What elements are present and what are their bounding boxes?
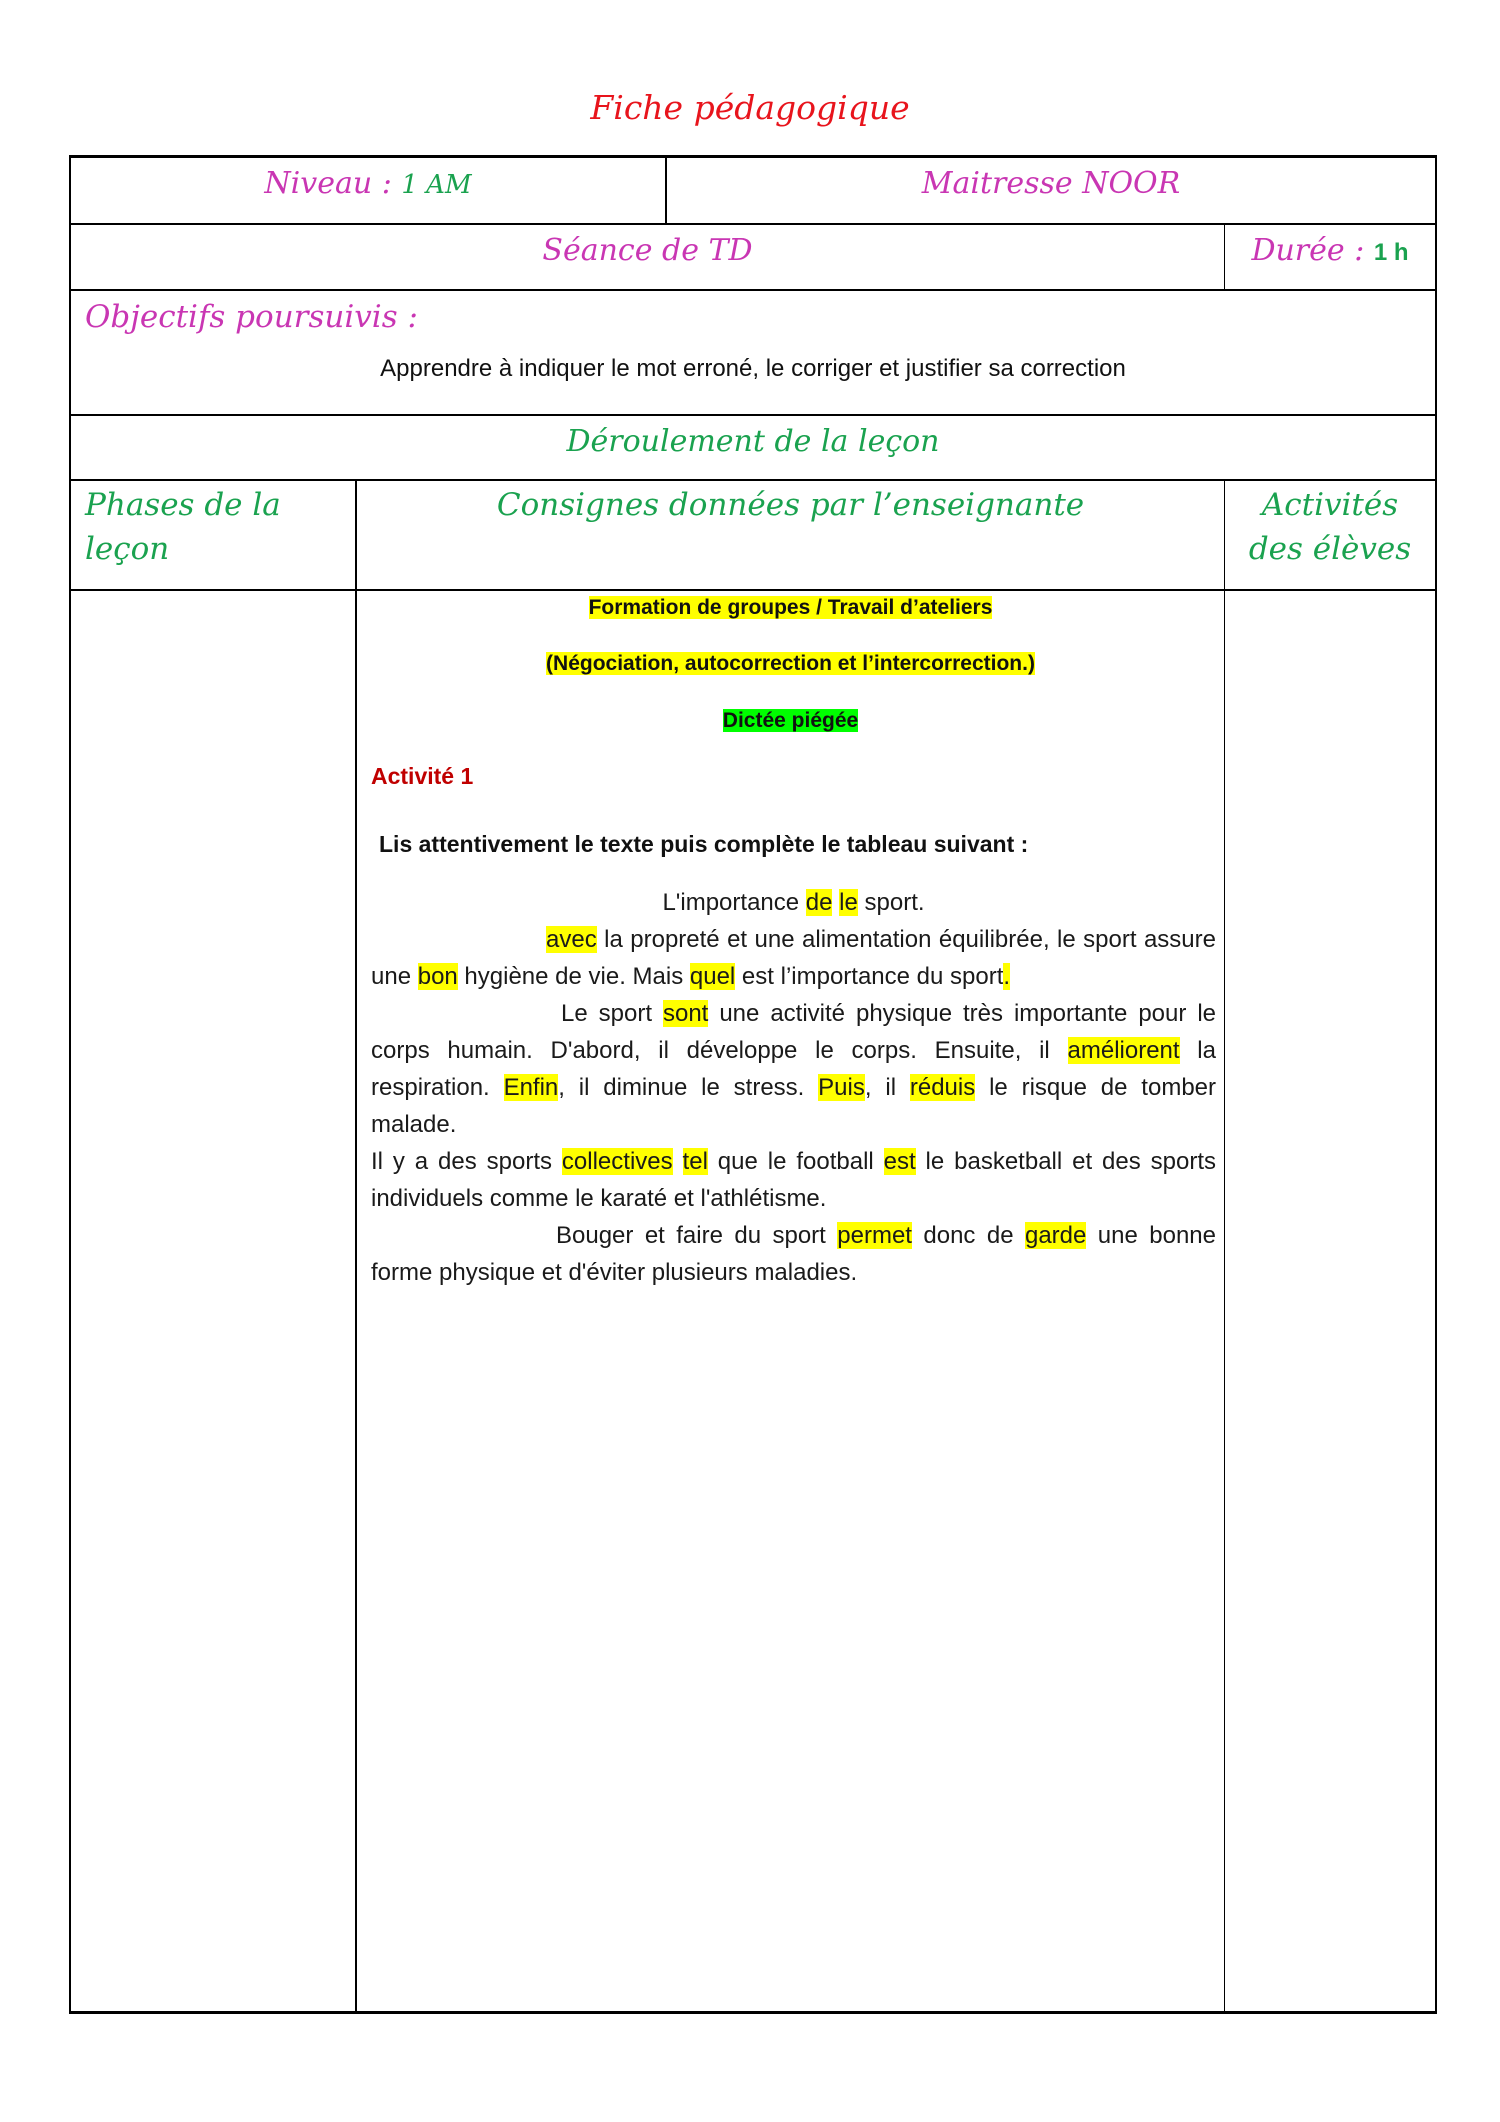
error-word: collectives	[561, 1148, 673, 1175]
error-word: améliorent	[1067, 1037, 1180, 1064]
lesson-sheet-table	[69, 155, 1437, 2014]
error-word: garde	[1024, 1222, 1087, 1249]
error-word: bon	[417, 963, 458, 990]
activity-instruction: Lis attentivement le texte puis complète le tableau suivant :	[379, 831, 1029, 857]
dictation-passage	[371, 884, 1216, 1291]
passage-paragraph-3: Il y a des sports collectives tel que le football est le basketball et des sports individuels comme le karaté et l'athlétisme.	[371, 1148, 1216, 1212]
error-word: est	[883, 1148, 916, 1175]
error-word: sont	[662, 1000, 709, 1027]
duration-field	[1225, 231, 1435, 273]
error-word: Enfin	[503, 1074, 559, 1101]
level-field	[71, 164, 665, 205]
body-instructions	[355, 591, 1224, 2011]
banner-correction-modes: (Négociation, autocorrection et l’intercorrection.)	[546, 652, 1035, 675]
session-type: Séance de TD	[542, 233, 753, 268]
duration-label: Durée :	[1251, 233, 1365, 268]
activity-title: Activité 1	[371, 763, 474, 789]
passage-title: L'importance de le sport.	[662, 889, 925, 916]
cell-session	[71, 225, 1224, 289]
body-student-activities	[1224, 591, 1435, 2011]
passage-paragraph-1: avec la propreté et une alimentation équilibrée, le sport assure une bon hygiène de vie. Mais quel est l’importance du sport.	[371, 926, 1216, 990]
error-word: permet	[837, 1222, 912, 1249]
level-label: Niveau :	[264, 166, 392, 201]
cell-duration	[1224, 225, 1435, 289]
instructions-content	[371, 591, 1217, 1291]
error-word: réduis	[909, 1074, 976, 1101]
lesson-flow-title: Déroulement de la leçon	[566, 424, 940, 459]
error-word: Puis	[818, 1074, 865, 1101]
row-lesson-flow-title	[71, 414, 1435, 479]
row-session-duration	[71, 223, 1435, 289]
error-word: quel	[689, 963, 736, 990]
row-objectives	[71, 289, 1435, 414]
header-instructions	[355, 481, 1224, 589]
banner-trap-dictation: Dictée piégée	[722, 709, 859, 732]
row-column-headers	[71, 479, 1435, 589]
header-student-activities-label: Activités des élèves	[1248, 487, 1412, 567]
error-word: tel	[682, 1148, 708, 1175]
header-phases-label: Phases de la leçon	[85, 487, 281, 567]
duration-value: 1 h	[1373, 239, 1409, 266]
error-word: le	[839, 889, 858, 916]
body-phases	[71, 591, 355, 2011]
objectives-text: Apprendre à indiquer le mot erroné, le corriger et justifier sa correction	[380, 355, 1126, 382]
header-student-activities	[1224, 481, 1435, 589]
row-level-teacher	[71, 158, 1435, 223]
cell-teacher	[665, 158, 1435, 223]
banner-group-work: Formation de groupes / Travail d’ateliers	[588, 596, 993, 619]
error-punctuation: .	[1003, 963, 1011, 990]
passage-paragraph-2: Le sport sont une activité physique très importante pour le corps humain. D'abord, il développe le corps. Ensuite, il améliorent la respiration. Enfin, il diminue le stress. Puis, il réduis le risque de tomber malade.	[371, 1000, 1217, 1138]
header-instructions-label: Consignes données par l’enseignante	[496, 487, 1085, 523]
page-title: Fiche pédagogique	[590, 88, 910, 127]
error-word: avec	[546, 926, 597, 953]
teacher-name: Maitresse NOOR	[921, 166, 1181, 201]
level-value: 1 AM	[401, 170, 472, 200]
passage-paragraph-4: Bouger et faire du sport permet donc de garde une bonne forme physique et d'éviter plusieurs maladies.	[371, 1222, 1217, 1286]
error-word: de	[805, 889, 833, 916]
cell-level	[71, 158, 665, 223]
objectives-label: Objectifs poursuivis :	[85, 299, 418, 335]
row-lesson-body	[71, 589, 1435, 2011]
header-phases	[71, 481, 355, 589]
